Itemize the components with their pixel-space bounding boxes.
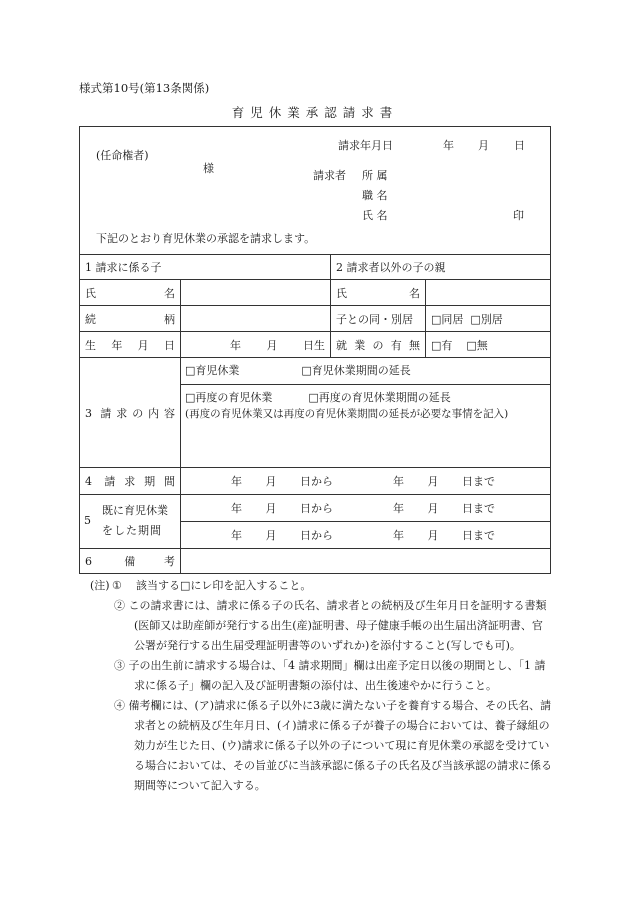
note-mark-4: ④: [114, 699, 125, 712]
birthdate-label: 生年月日: [80, 332, 181, 358]
birthdate-field[interactable]: 年 月 日生: [181, 332, 331, 358]
repeat-reason-note: (再度の育児休業又は再度の育児休業期間の延長が必要な事情を記入): [185, 408, 509, 420]
checkbox-childcare-leave[interactable]: □育児休業: [185, 364, 240, 377]
checkbox-employed-yes[interactable]: □有: [431, 338, 453, 352]
period-from: 年 月 日から: [231, 475, 333, 488]
note-text-4: 備考欄には、(ア)請求に係る子以外に3歳に満たない子を養育する場合、その氏名、請求者との続柄及び生年月日、(イ)請求に係る子が養子の場合においては、養子縁組の効力が生じた日、(ウ)請求に係る子以外の子について現に育児休業の承認を受けている場合においては、その旨並びに当該承認に係る子の氏名及び当該承認の請求に係る期間等について記入する。: [128, 699, 552, 792]
prior-leave-label: [80, 495, 181, 549]
cohabitation-options[interactable]: [426, 306, 551, 332]
request-period-field[interactable]: [181, 468, 551, 495]
note-mark-3: ③: [114, 659, 125, 672]
note-mark-2: ②: [114, 599, 125, 612]
request-content-label: 3 請求の内容: [80, 358, 181, 468]
affiliation-label: 所 属: [362, 169, 388, 182]
prior-to-2: 年 月 日まで: [393, 529, 495, 542]
checkbox-repeat-leave[interactable]: □再度の育児休業: [185, 391, 273, 404]
checkbox-employed-no[interactable]: □無: [466, 338, 488, 352]
prior-leave-period-2[interactable]: [181, 522, 551, 549]
request-content-row1: [181, 358, 550, 384]
note-item-4: [90, 696, 552, 796]
period-to: 年 月 日まで: [393, 475, 495, 488]
section2-header: 2 請求者以外の子の親: [331, 255, 551, 280]
checkbox-leave-extension[interactable]: □育児休業期間の延長: [301, 364, 411, 377]
prior-leave-label-line2: をした期間: [102, 523, 162, 537]
honorific-sama: 様: [203, 162, 214, 175]
note-text-2: この請求書には、請求に係る子の氏名、請求者との続柄及び生年月日を証明する書類(医師又は助産師が発行する出生(産)証明書、母子健康手帳の出生届出済証明書、官公署が発行する出生届受理証明書等のいずれか)を添付すること(写しでも可)。: [128, 599, 547, 652]
note-item-2: [90, 596, 552, 656]
form-number: 様式第10号(第13条関係): [79, 81, 210, 95]
prior-leave-number: 5: [84, 513, 91, 527]
form-title: 育児休業承認請求書: [231, 105, 399, 120]
child-name-field[interactable]: [181, 280, 331, 306]
notes-section: [90, 576, 552, 796]
note-text-1: 該当する□にレ印を記入すること。: [136, 579, 312, 592]
checkbox-separate-residence[interactable]: □別居: [470, 312, 503, 326]
request-statement: 下記のとおり育児休業の承認を請求します。: [96, 232, 316, 245]
prior-from-2: 年 月 日から: [231, 529, 333, 542]
prior-to-1: 年 月 日まで: [393, 502, 495, 515]
prior-leave-period-1[interactable]: [181, 495, 551, 522]
request-form-table: [79, 126, 551, 574]
prior-leave-label-line1: 既に育児休業: [102, 503, 168, 517]
note-mark-1: ①: [112, 579, 122, 592]
child-name-label: 氏名: [80, 280, 181, 306]
cohabitation-label: 子との同・別居: [331, 306, 426, 332]
note-item-3: [90, 656, 552, 696]
name-label: 氏 名: [362, 209, 388, 222]
requester-label: 請求者: [313, 169, 346, 182]
checkbox-same-residence[interactable]: □同居: [431, 312, 464, 326]
requester-header-box: [80, 127, 551, 255]
request-date-label: 請求年月日: [338, 139, 393, 152]
request-content-area: [181, 358, 551, 468]
employment-options[interactable]: [426, 332, 551, 358]
position-label: 職 名: [362, 189, 388, 202]
remarks-label: 6 備考: [80, 549, 181, 574]
parent-name-label: 氏名: [331, 280, 426, 306]
date-month: 月: [478, 139, 489, 152]
employment-label: 就業の有無: [331, 332, 426, 358]
notes-prefix: (注): [90, 579, 110, 592]
section1-header: 1 請求に係る子: [80, 255, 331, 280]
note-text-3: 子の出生前に請求する場合は、「4 請求期間」欄は出産予定日以後の期間とし、「1 請求に係る子」欄の記入及び証明書類の添付は、出生後速やかに行うこと。: [128, 659, 546, 692]
relation-field[interactable]: [181, 306, 331, 332]
request-period-label: 4 請求期間: [80, 468, 181, 495]
relation-label: 続柄: [80, 306, 181, 332]
remarks-field[interactable]: [181, 549, 551, 574]
date-year: 年: [443, 139, 454, 152]
note-item-1: [90, 576, 552, 596]
parent-name-field[interactable]: [426, 280, 551, 306]
request-content-row2: [181, 384, 550, 423]
date-day: 日: [514, 139, 525, 152]
prior-from-1: 年 月 日から: [231, 502, 333, 515]
checkbox-repeat-extension[interactable]: □再度の育児休業期間の延長: [308, 391, 451, 404]
seal-mark: 印: [513, 209, 524, 222]
appointer-label: (任命権者): [96, 149, 149, 162]
